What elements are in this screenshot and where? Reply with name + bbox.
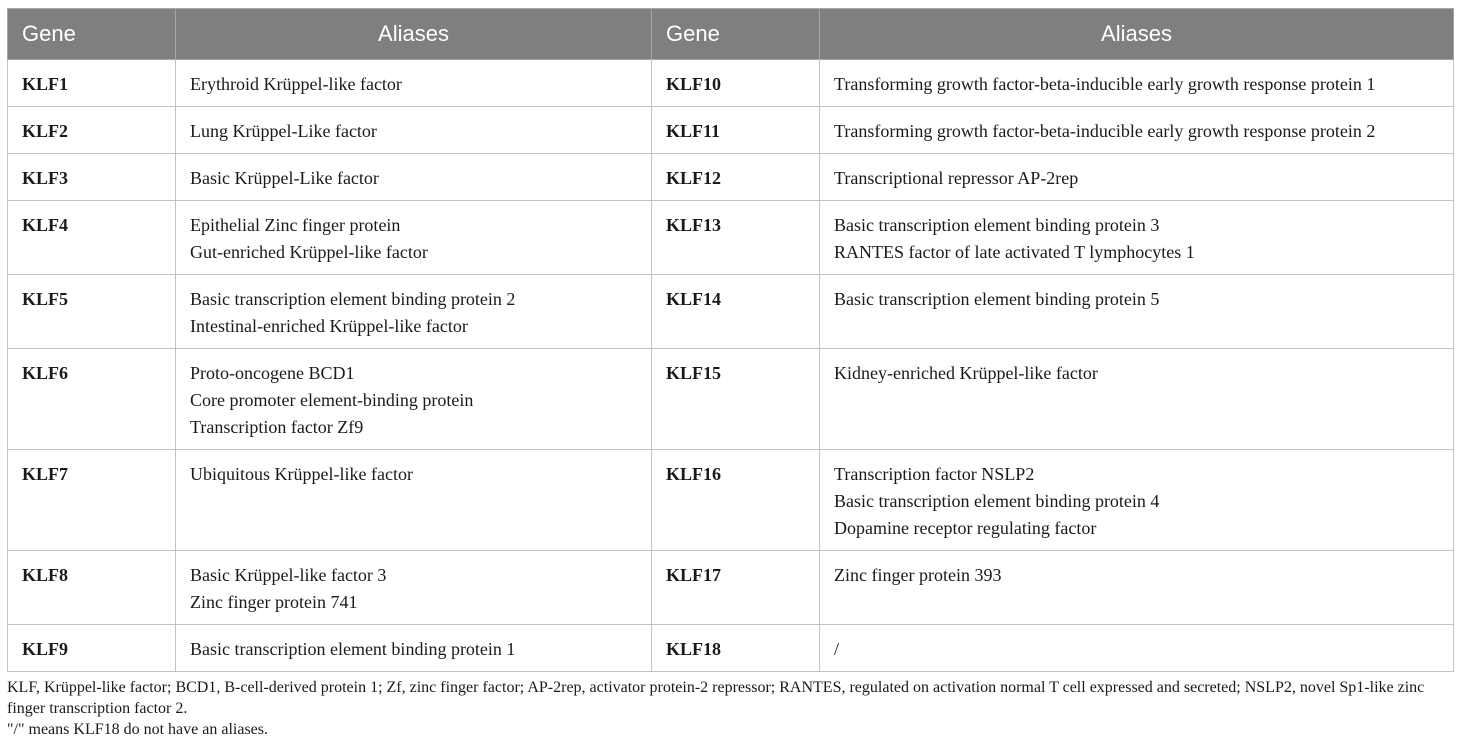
alias-line: Basic transcription element binding protein 4 xyxy=(834,491,1160,511)
table-container xyxy=(7,8,1453,672)
alias-line: Zinc finger protein 393 xyxy=(834,565,1002,585)
table-row xyxy=(8,201,1454,275)
table-row xyxy=(8,275,1454,349)
gene-cell-left: KLF9 xyxy=(8,625,176,672)
table-row xyxy=(8,60,1454,107)
aliases-cell-right xyxy=(820,551,1454,625)
aliases-cell-right xyxy=(820,625,1454,672)
aliases-cell-right xyxy=(820,349,1454,450)
aliases-cell-left xyxy=(176,450,652,551)
alias-line: Transcription factor NSLP2 xyxy=(834,464,1035,484)
alias-line: / xyxy=(834,639,840,659)
footnote-abbreviations: KLF, Krüppel-like factor; BCD1, B-cell-derived protein 1; Zf, zinc finger factor; AP-2rep, activator protein-2 repressor; RANTES, regulated on activation normal T cell expressed and secreted; NSLP2, novel Sp1-like zinc finger transcription factor 2. xyxy=(7,679,1425,717)
header-gene-left: Gene xyxy=(8,9,176,60)
alias-line: Erythroid Krüppel-like factor xyxy=(190,74,402,94)
alias-line: Core promoter element-binding protein xyxy=(190,390,474,410)
aliases-cell-left xyxy=(176,60,652,107)
table-row xyxy=(8,107,1454,154)
table-row xyxy=(8,551,1454,625)
aliases-cell-left xyxy=(176,154,652,201)
gene-cell-left: KLF2 xyxy=(8,107,176,154)
footnote-slash-note: "/" means KLF18 do not have an aliases. xyxy=(7,721,269,738)
gene-cell-left: KLF3 xyxy=(8,154,176,201)
alias-line: Zinc finger protein 741 xyxy=(190,592,358,612)
aliases-cell-right xyxy=(820,275,1454,349)
table-row xyxy=(8,450,1454,551)
aliases-cell-left xyxy=(176,625,652,672)
gene-cell-right: KLF16 xyxy=(652,450,820,551)
alias-line: Basic Krüppel-Like factor xyxy=(190,168,379,188)
alias-line: Transforming growth factor-beta-inducible early growth response protein 1 xyxy=(834,74,1376,94)
alias-line: Basic Krüppel-like factor 3 xyxy=(190,565,387,585)
alias-line: Epithelial Zinc finger protein xyxy=(190,215,401,235)
alias-line: Gut-enriched Krüppel-like factor xyxy=(190,242,428,262)
table-row xyxy=(8,625,1454,672)
aliases-cell-right xyxy=(820,201,1454,275)
aliases-cell-right xyxy=(820,154,1454,201)
table-row xyxy=(8,154,1454,201)
table-footnotes xyxy=(7,677,1453,740)
alias-line: Lung Krüppel-Like factor xyxy=(190,121,377,141)
header-gene-right: Gene xyxy=(652,9,820,60)
header-aliases-left: Aliases xyxy=(176,9,652,60)
aliases-cell-left xyxy=(176,551,652,625)
alias-line: Intestinal-enriched Krüppel-like factor xyxy=(190,316,468,336)
table-row xyxy=(8,349,1454,450)
header-aliases-right: Aliases xyxy=(820,9,1454,60)
gene-cell-right: KLF18 xyxy=(652,625,820,672)
alias-line: Kidney-enriched Krüppel-like factor xyxy=(834,363,1098,383)
alias-line: Basic transcription element binding protein 2 xyxy=(190,289,516,309)
alias-line: Basic transcription element binding protein 5 xyxy=(834,289,1160,309)
aliases-cell-left xyxy=(176,201,652,275)
aliases-cell-right xyxy=(820,107,1454,154)
aliases-cell-left xyxy=(176,275,652,349)
alias-line: Proto-oncogene BCD1 xyxy=(190,363,355,383)
gene-cell-right: KLF10 xyxy=(652,60,820,107)
klf-aliases-table xyxy=(7,8,1454,672)
alias-line: Ubiquitous Krüppel-like factor xyxy=(190,464,413,484)
gene-cell-left: KLF6 xyxy=(8,349,176,450)
table-header xyxy=(8,9,1454,60)
alias-line: Dopamine receptor regulating factor xyxy=(834,518,1097,538)
gene-cell-right: KLF11 xyxy=(652,107,820,154)
gene-cell-right: KLF12 xyxy=(652,154,820,201)
aliases-cell-left xyxy=(176,349,652,450)
gene-cell-right: KLF13 xyxy=(652,201,820,275)
gene-cell-right: KLF14 xyxy=(652,275,820,349)
aliases-cell-right xyxy=(820,450,1454,551)
gene-cell-right: KLF17 xyxy=(652,551,820,625)
aliases-cell-left xyxy=(176,107,652,154)
table-body xyxy=(8,60,1454,672)
alias-line: Transcriptional repressor AP-2rep xyxy=(834,168,1079,188)
gene-cell-left: KLF4 xyxy=(8,201,176,275)
gene-cell-right: KLF15 xyxy=(652,349,820,450)
gene-cell-left: KLF1 xyxy=(8,60,176,107)
alias-line: Transforming growth factor-beta-inducible early growth response protein 2 xyxy=(834,121,1376,141)
header-row xyxy=(8,9,1454,60)
gene-cell-left: KLF5 xyxy=(8,275,176,349)
alias-line: RANTES factor of late activated T lymphocytes 1 xyxy=(834,242,1195,262)
alias-line: Basic transcription element binding protein 3 xyxy=(834,215,1160,235)
gene-cell-left: KLF7 xyxy=(8,450,176,551)
gene-cell-left: KLF8 xyxy=(8,551,176,625)
alias-line: Basic transcription element binding protein 1 xyxy=(190,639,516,659)
aliases-cell-right xyxy=(820,60,1454,107)
alias-line: Transcription factor Zf9 xyxy=(190,417,364,437)
